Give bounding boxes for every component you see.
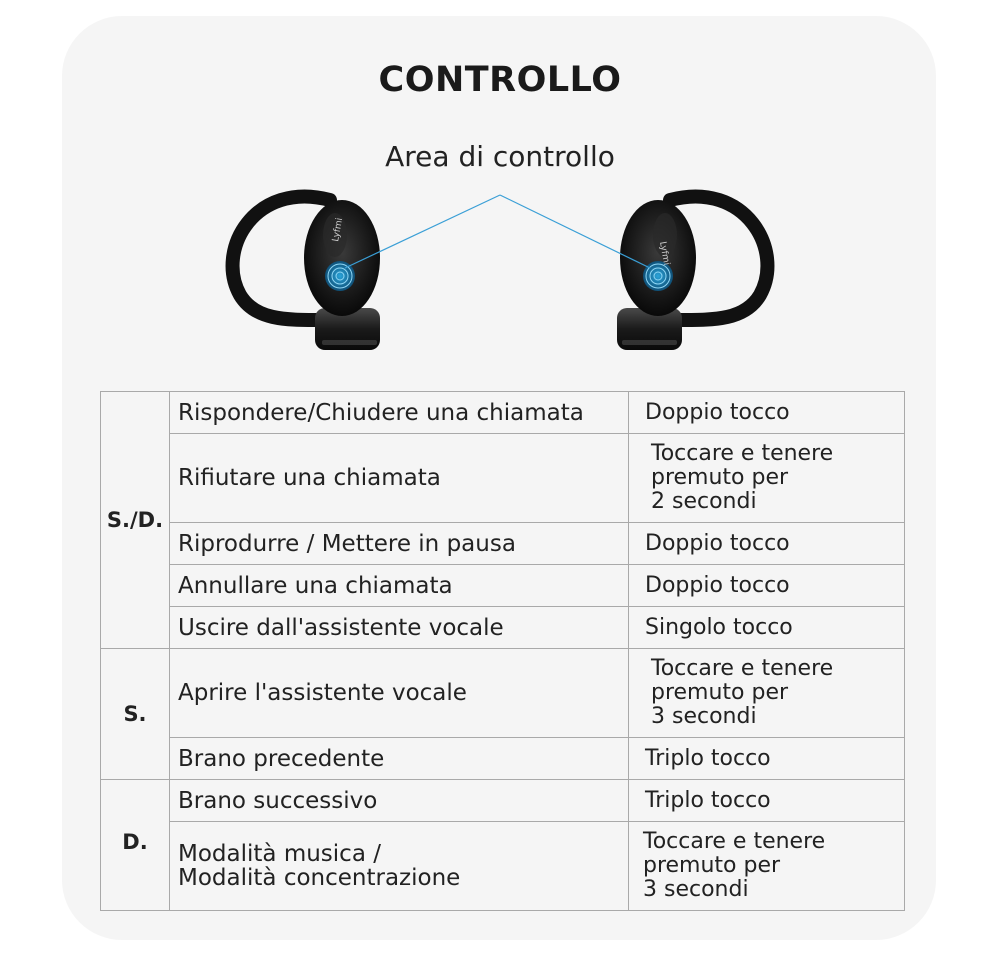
table-row [101, 822, 905, 911]
action-cell: Brano precedente [170, 738, 629, 780]
side-label-both: S./D. [101, 392, 170, 649]
gesture-cell: Triplo tocco [629, 738, 905, 780]
gesture-cell: Doppio tocco [629, 523, 905, 565]
table-row [101, 565, 905, 607]
action-cell: Rispondere/Chiudere una chiamata [170, 392, 629, 434]
control-area-label: Area di controllo [385, 140, 615, 173]
action-cell: Riprodurre / Mettere in pausa [170, 523, 629, 565]
table-row [101, 649, 905, 738]
gesture-cell: Singolo tocco [629, 607, 905, 649]
side-label-left: S. [101, 649, 170, 780]
right-touch-sensor-icon [643, 261, 673, 291]
table-row [101, 523, 905, 565]
table-row [101, 738, 905, 780]
gesture-cell: Doppio tocco [629, 392, 905, 434]
left-brand-logo: Lyfmi [331, 217, 346, 243]
table-row [101, 607, 905, 649]
gesture-cell: Toccare e tenere premuto per 3 secondi [629, 822, 905, 911]
side-label-right: D. [101, 780, 170, 911]
page-title: CONTROLLO [378, 60, 622, 100]
control-table [100, 391, 905, 911]
action-cell: Aprire l'assistente vocale [170, 649, 629, 738]
left-earbud [233, 196, 380, 350]
right-brand-logo: Lyfmi [657, 240, 672, 267]
gesture-cell: Triplo tocco [629, 780, 905, 822]
gesture-cell: Toccare e tenere premuto per 2 secondi [629, 434, 905, 523]
table-row [101, 780, 905, 822]
gesture-cell: Doppio tocco [629, 565, 905, 607]
action-cell: Rifiutare una chiamata [170, 434, 629, 523]
gesture-cell: Toccare e tenere premuto per 3 secondi [629, 649, 905, 738]
action-cell: Annullare una chiamata [170, 565, 629, 607]
earbuds-illustration [0, 180, 1000, 370]
table-row [101, 392, 905, 434]
right-earbud [617, 196, 767, 350]
table-row [101, 434, 905, 523]
pointer-lines [345, 195, 650, 268]
action-cell: Modalità musica / Modalità concentrazione [170, 822, 629, 911]
action-cell: Brano successivo [170, 780, 629, 822]
action-cell: Uscire dall'assistente vocale [170, 607, 629, 649]
